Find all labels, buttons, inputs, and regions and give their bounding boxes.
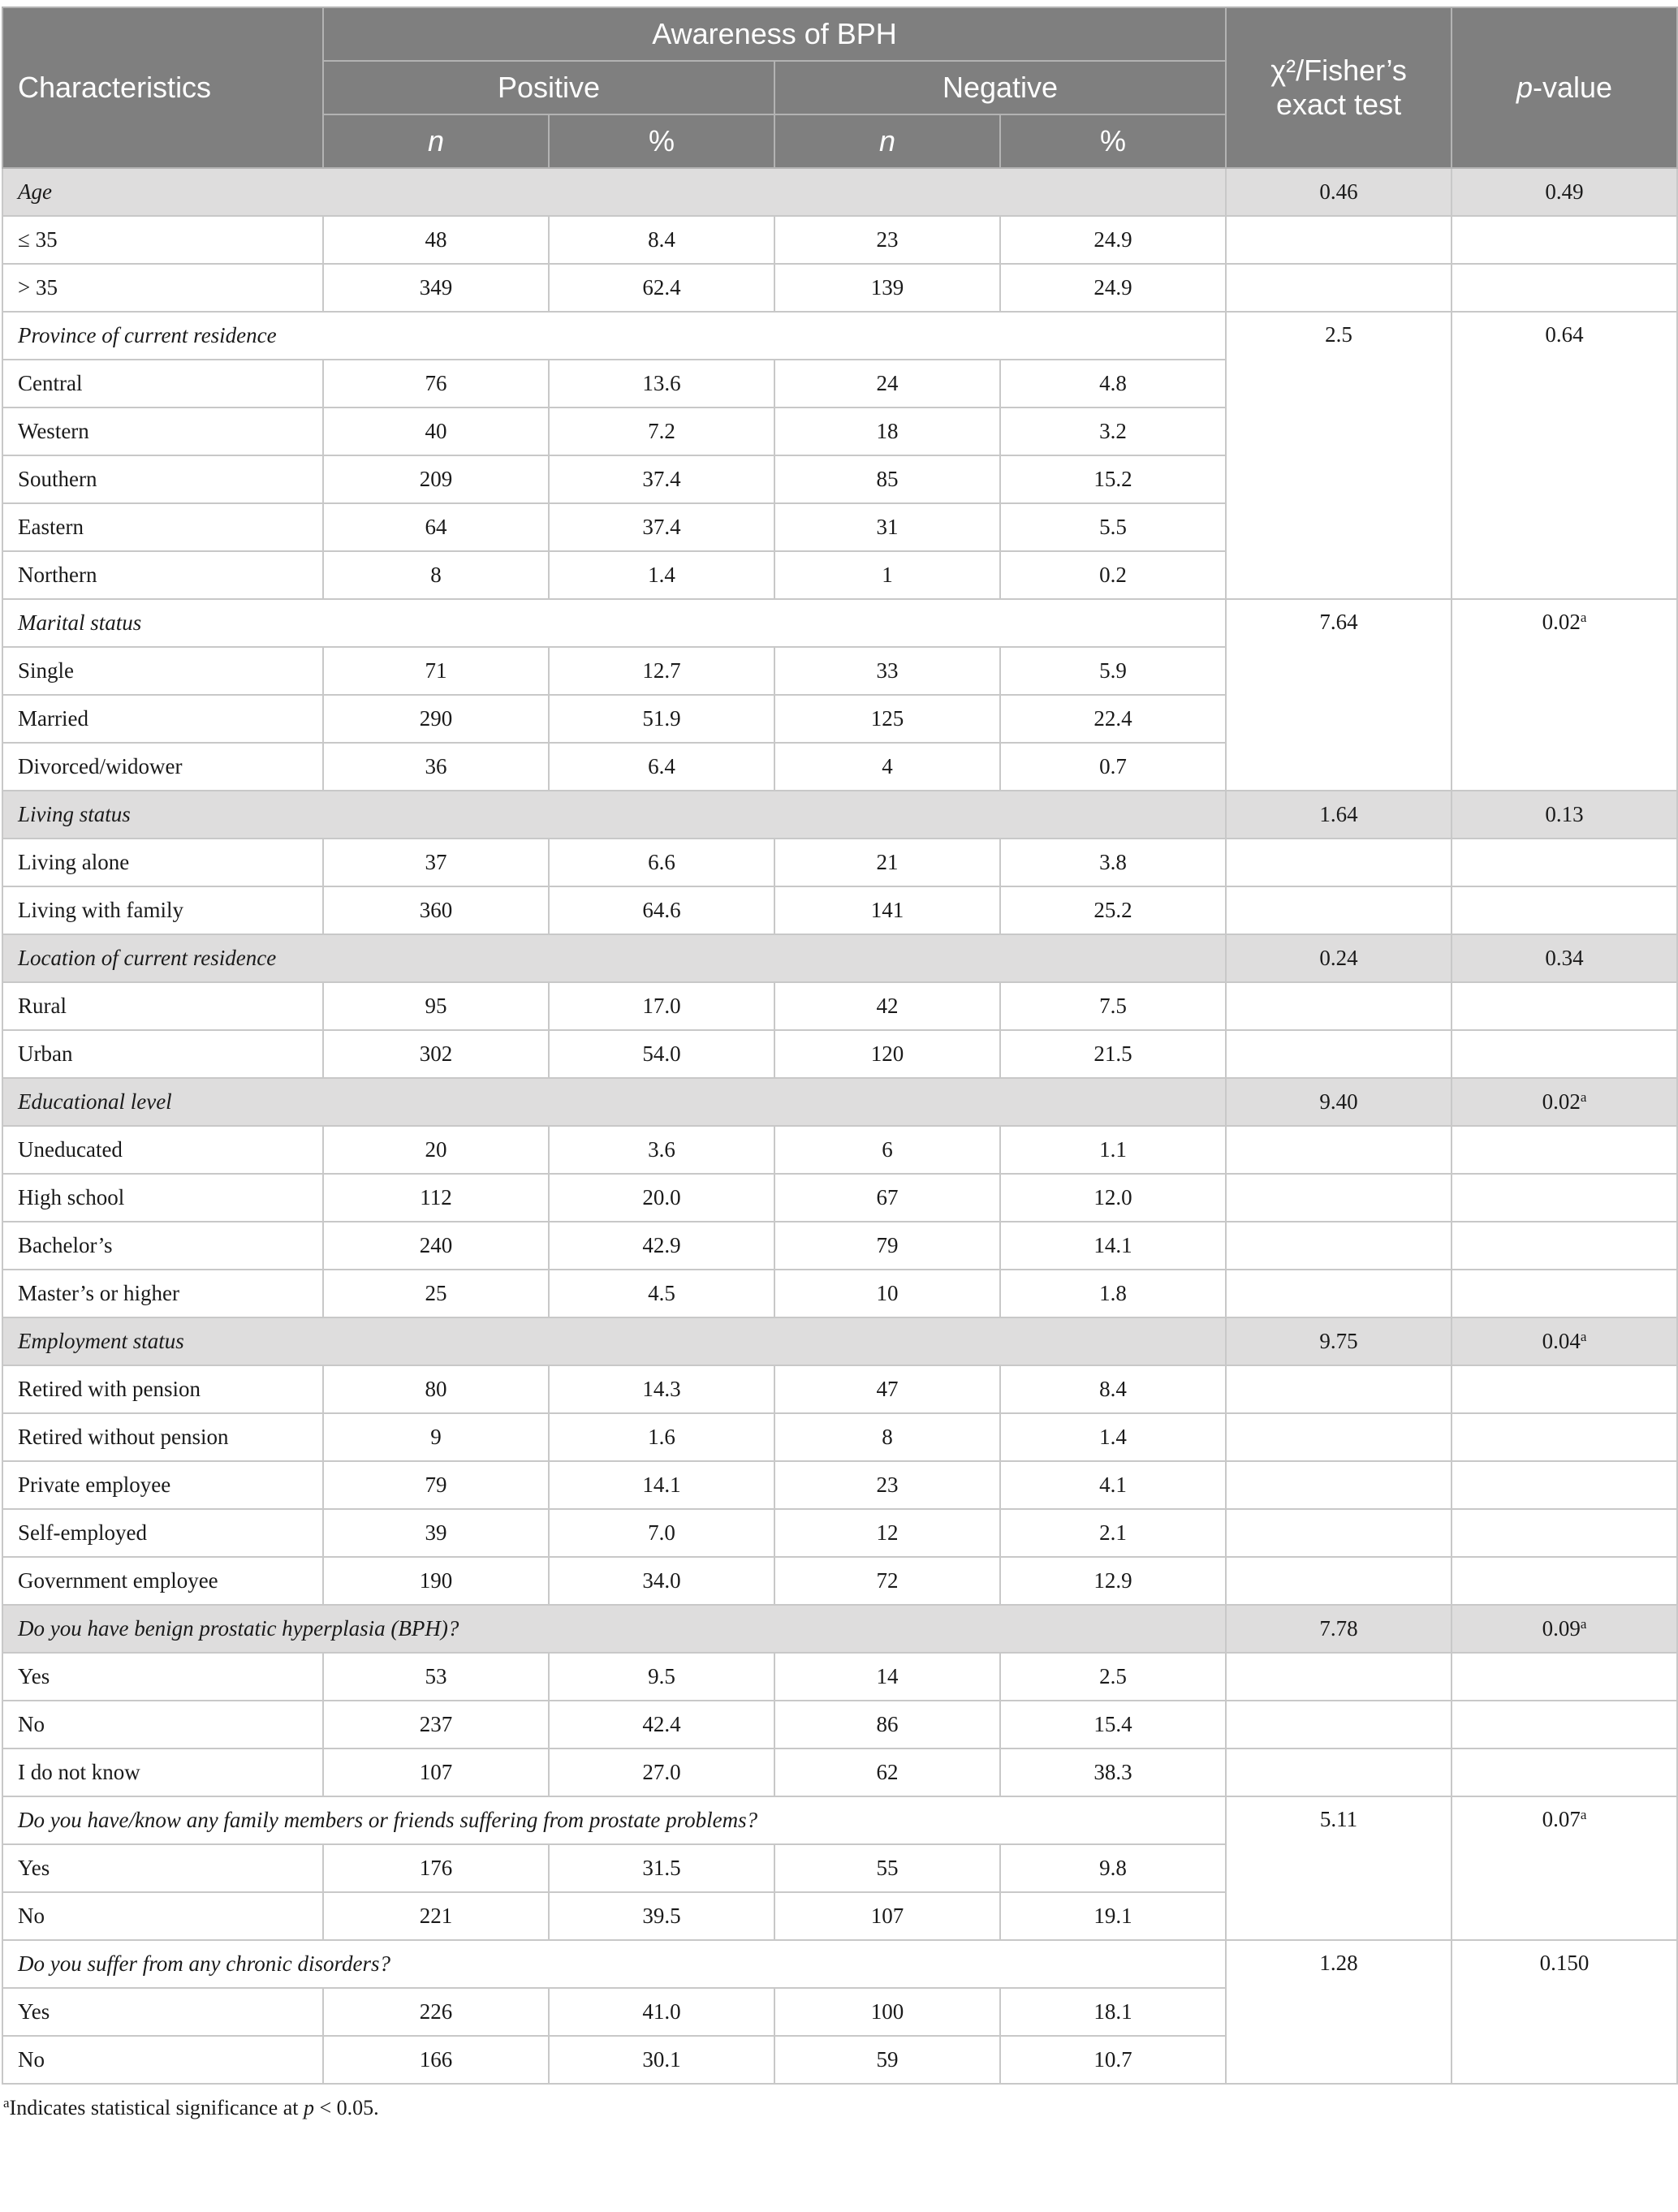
header-positive-pct: % bbox=[549, 114, 774, 168]
empty-cell bbox=[1226, 264, 1452, 312]
negative-n: 67 bbox=[774, 1174, 1000, 1222]
empty-cell bbox=[1226, 982, 1452, 1030]
empty-cell bbox=[1452, 1701, 1677, 1748]
positive-n: 349 bbox=[323, 264, 549, 312]
negative-pct: 8.4 bbox=[1000, 1365, 1226, 1413]
negative-n: 8 bbox=[774, 1413, 1000, 1461]
positive-pct: 37.4 bbox=[549, 455, 774, 503]
p-value bbox=[1452, 1605, 1677, 1653]
negative-n: 125 bbox=[774, 695, 1000, 743]
positive-n: 76 bbox=[323, 360, 549, 407]
negative-n: 85 bbox=[774, 455, 1000, 503]
positive-n: 9 bbox=[323, 1413, 549, 1461]
empty-cell bbox=[1452, 1030, 1677, 1078]
row-label: Private employee bbox=[2, 1461, 323, 1509]
table-row bbox=[2, 1509, 1677, 1557]
header-p-italic: p bbox=[1516, 71, 1533, 104]
header-negative-n: n bbox=[774, 114, 1000, 168]
empty-cell bbox=[1226, 839, 1452, 886]
negative-pct: 9.8 bbox=[1000, 1844, 1226, 1892]
positive-pct: 30.1 bbox=[549, 2036, 774, 2084]
empty-cell bbox=[1226, 1557, 1452, 1605]
table-header bbox=[2, 7, 1677, 168]
positive-n: 190 bbox=[323, 1557, 549, 1605]
empty-cell bbox=[1226, 1748, 1452, 1796]
footnote-p: p bbox=[303, 2096, 314, 2119]
p-value bbox=[1452, 934, 1677, 982]
negative-pct: 0.2 bbox=[1000, 551, 1226, 599]
positive-pct: 54.0 bbox=[549, 1030, 774, 1078]
footnote bbox=[2, 2096, 1676, 2120]
bph-awareness-table bbox=[2, 6, 1678, 2085]
category-label: Educational level bbox=[2, 1078, 1226, 1126]
negative-pct: 10.7 bbox=[1000, 2036, 1226, 2084]
positive-n: 290 bbox=[323, 695, 549, 743]
negative-n: 42 bbox=[774, 982, 1000, 1030]
category-row bbox=[2, 1940, 1677, 1988]
positive-n: 25 bbox=[323, 1270, 549, 1317]
table-row bbox=[2, 839, 1677, 886]
positive-n: 37 bbox=[323, 839, 549, 886]
category-label: Location of current residence bbox=[2, 934, 1226, 982]
empty-cell bbox=[1226, 1701, 1452, 1748]
positive-pct: 13.6 bbox=[549, 360, 774, 407]
row-label: ≤ 35 bbox=[2, 216, 323, 264]
chi-square-value: 7.78 bbox=[1226, 1605, 1452, 1653]
negative-n: 33 bbox=[774, 647, 1000, 695]
chi-square-value: 1.64 bbox=[1226, 791, 1452, 839]
positive-pct: 42.4 bbox=[549, 1701, 774, 1748]
negative-pct: 0.7 bbox=[1000, 743, 1226, 791]
positive-n: 20 bbox=[323, 1126, 549, 1174]
negative-n: 139 bbox=[774, 264, 1000, 312]
category-row bbox=[2, 934, 1677, 982]
negative-pct: 1.1 bbox=[1000, 1126, 1226, 1174]
p-value-number: 0.04 bbox=[1542, 1329, 1581, 1353]
positive-n: 112 bbox=[323, 1174, 549, 1222]
category-label: Do you have/know any family members or friends suffering from prostate problems? bbox=[2, 1796, 1226, 1844]
negative-pct: 12.9 bbox=[1000, 1557, 1226, 1605]
category-row bbox=[2, 599, 1677, 647]
negative-n: 31 bbox=[774, 503, 1000, 551]
row-label: Living with family bbox=[2, 886, 323, 934]
row-label: Bachelor’s bbox=[2, 1222, 323, 1270]
positive-pct: 8.4 bbox=[549, 216, 774, 264]
row-label: Uneducated bbox=[2, 1126, 323, 1174]
empty-cell bbox=[1452, 982, 1677, 1030]
p-value-number: 0.07 bbox=[1542, 1807, 1581, 1831]
header-chi-square bbox=[1226, 7, 1452, 168]
positive-n: 240 bbox=[323, 1222, 549, 1270]
positive-n: 176 bbox=[323, 1844, 549, 1892]
negative-n: 18 bbox=[774, 407, 1000, 455]
empty-cell bbox=[1452, 216, 1677, 264]
empty-cell bbox=[1452, 264, 1677, 312]
negative-n: 10 bbox=[774, 1270, 1000, 1317]
positive-pct: 6.4 bbox=[549, 743, 774, 791]
p-value-number: 0.150 bbox=[1539, 1951, 1590, 1975]
positive-pct: 41.0 bbox=[549, 1988, 774, 2036]
table-row bbox=[2, 1365, 1677, 1413]
positive-n: 39 bbox=[323, 1509, 549, 1557]
negative-pct: 25.2 bbox=[1000, 886, 1226, 934]
positive-n: 79 bbox=[323, 1461, 549, 1509]
positive-pct: 31.5 bbox=[549, 1844, 774, 1892]
row-label: I do not know bbox=[2, 1748, 323, 1796]
header-awareness: Awareness of BPH bbox=[323, 7, 1226, 61]
positive-pct: 27.0 bbox=[549, 1748, 774, 1796]
negative-pct: 21.5 bbox=[1000, 1030, 1226, 1078]
p-value bbox=[1452, 168, 1677, 216]
empty-cell bbox=[1452, 1748, 1677, 1796]
positive-n: 209 bbox=[323, 455, 549, 503]
empty-cell bbox=[1452, 1557, 1677, 1605]
positive-n: 226 bbox=[323, 1988, 549, 2036]
table-row bbox=[2, 216, 1677, 264]
positive-pct: 64.6 bbox=[549, 886, 774, 934]
significance-marker: a bbox=[1580, 1616, 1587, 1632]
positive-pct: 39.5 bbox=[549, 1892, 774, 1940]
empty-cell bbox=[1452, 1653, 1677, 1701]
negative-pct: 38.3 bbox=[1000, 1748, 1226, 1796]
positive-pct: 4.5 bbox=[549, 1270, 774, 1317]
table-row bbox=[2, 886, 1677, 934]
category-row bbox=[2, 312, 1677, 360]
negative-pct: 2.1 bbox=[1000, 1509, 1226, 1557]
row-label: No bbox=[2, 1701, 323, 1748]
chi-square-value: 7.64 bbox=[1226, 599, 1452, 791]
row-label: > 35 bbox=[2, 264, 323, 312]
negative-pct: 14.1 bbox=[1000, 1222, 1226, 1270]
table-container bbox=[2, 6, 1676, 2120]
category-label: Province of current residence bbox=[2, 312, 1226, 360]
empty-cell bbox=[1226, 1413, 1452, 1461]
row-label: Yes bbox=[2, 1653, 323, 1701]
table-row bbox=[2, 1653, 1677, 1701]
p-value bbox=[1452, 1078, 1677, 1126]
positive-pct: 42.9 bbox=[549, 1222, 774, 1270]
header-negative: Negative bbox=[774, 61, 1226, 114]
positive-pct: 7.2 bbox=[549, 407, 774, 455]
empty-cell bbox=[1226, 1653, 1452, 1701]
empty-cell bbox=[1226, 1509, 1452, 1557]
row-label: Retired without pension bbox=[2, 1413, 323, 1461]
p-value-number: 0.02 bbox=[1542, 610, 1581, 634]
negative-n: 4 bbox=[774, 743, 1000, 791]
negative-n: 120 bbox=[774, 1030, 1000, 1078]
empty-cell bbox=[1452, 1126, 1677, 1174]
category-label: Living status bbox=[2, 791, 1226, 839]
negative-n: 21 bbox=[774, 839, 1000, 886]
category-row bbox=[2, 168, 1677, 216]
row-label: Retired with pension bbox=[2, 1365, 323, 1413]
row-label: Rural bbox=[2, 982, 323, 1030]
header-positive-n: n bbox=[323, 114, 549, 168]
negative-n: 23 bbox=[774, 216, 1000, 264]
positive-n: 95 bbox=[323, 982, 549, 1030]
row-label: Eastern bbox=[2, 503, 323, 551]
header-chi-line2: exact test bbox=[1276, 88, 1402, 121]
row-label: High school bbox=[2, 1174, 323, 1222]
header-p-rest: -value bbox=[1533, 71, 1613, 104]
table-row bbox=[2, 1748, 1677, 1796]
negative-pct: 5.9 bbox=[1000, 647, 1226, 695]
positive-pct: 14.1 bbox=[549, 1461, 774, 1509]
row-label: Yes bbox=[2, 1844, 323, 1892]
positive-n: 302 bbox=[323, 1030, 549, 1078]
positive-pct: 34.0 bbox=[549, 1557, 774, 1605]
chi-square-value: 0.24 bbox=[1226, 934, 1452, 982]
p-value-number: 0.09 bbox=[1542, 1616, 1581, 1641]
category-row bbox=[2, 1796, 1677, 1844]
negative-n: 23 bbox=[774, 1461, 1000, 1509]
header-positive: Positive bbox=[323, 61, 774, 114]
category-label: Do you have benign prostatic hyperplasia (BPH)? bbox=[2, 1605, 1226, 1653]
empty-cell bbox=[1226, 1126, 1452, 1174]
positive-pct: 17.0 bbox=[549, 982, 774, 1030]
empty-cell bbox=[1452, 886, 1677, 934]
positive-n: 237 bbox=[323, 1701, 549, 1748]
negative-pct: 22.4 bbox=[1000, 695, 1226, 743]
category-label: Marital status bbox=[2, 599, 1226, 647]
chi-square-value: 5.11 bbox=[1226, 1796, 1452, 1940]
row-label: Urban bbox=[2, 1030, 323, 1078]
positive-pct: 14.3 bbox=[549, 1365, 774, 1413]
chi-square-value: 9.40 bbox=[1226, 1078, 1452, 1126]
positive-n: 221 bbox=[323, 1892, 549, 1940]
negative-pct: 19.1 bbox=[1000, 1892, 1226, 1940]
category-row bbox=[2, 1605, 1677, 1653]
empty-cell bbox=[1226, 1030, 1452, 1078]
footnote-text-before: Indicates statistical significance at bbox=[9, 2096, 304, 2119]
negative-pct: 2.5 bbox=[1000, 1653, 1226, 1701]
empty-cell bbox=[1452, 1461, 1677, 1509]
positive-n: 71 bbox=[323, 647, 549, 695]
negative-pct: 3.8 bbox=[1000, 839, 1226, 886]
row-label: Yes bbox=[2, 1988, 323, 2036]
row-label: Western bbox=[2, 407, 323, 455]
negative-pct: 4.8 bbox=[1000, 360, 1226, 407]
p-value bbox=[1452, 312, 1677, 599]
row-label: Living alone bbox=[2, 839, 323, 886]
positive-pct: 6.6 bbox=[549, 839, 774, 886]
p-value-number: 0.64 bbox=[1545, 322, 1584, 347]
significance-marker: a bbox=[1580, 1329, 1587, 1344]
negative-pct: 1.4 bbox=[1000, 1413, 1226, 1461]
row-label: Government employee bbox=[2, 1557, 323, 1605]
category-label: Do you suffer from any chronic disorders? bbox=[2, 1940, 1226, 1988]
negative-n: 6 bbox=[774, 1126, 1000, 1174]
category-row bbox=[2, 791, 1677, 839]
p-value-number: 0.13 bbox=[1545, 802, 1584, 826]
positive-n: 64 bbox=[323, 503, 549, 551]
row-label: Southern bbox=[2, 455, 323, 503]
positive-pct: 20.0 bbox=[549, 1174, 774, 1222]
negative-n: 47 bbox=[774, 1365, 1000, 1413]
category-label: Employment status bbox=[2, 1317, 1226, 1365]
negative-n: 72 bbox=[774, 1557, 1000, 1605]
table-row bbox=[2, 1701, 1677, 1748]
table-row bbox=[2, 1030, 1677, 1078]
positive-n: 36 bbox=[323, 743, 549, 791]
negative-pct: 5.5 bbox=[1000, 503, 1226, 551]
negative-pct: 24.9 bbox=[1000, 216, 1226, 264]
empty-cell bbox=[1452, 1413, 1677, 1461]
positive-pct: 9.5 bbox=[549, 1653, 774, 1701]
positive-n: 107 bbox=[323, 1748, 549, 1796]
empty-cell bbox=[1226, 1270, 1452, 1317]
positive-n: 360 bbox=[323, 886, 549, 934]
p-value bbox=[1452, 791, 1677, 839]
p-value-number: 0.02 bbox=[1542, 1089, 1581, 1114]
negative-n: 59 bbox=[774, 2036, 1000, 2084]
negative-pct: 18.1 bbox=[1000, 1988, 1226, 2036]
table-row bbox=[2, 1174, 1677, 1222]
negative-n: 1 bbox=[774, 551, 1000, 599]
positive-pct: 1.4 bbox=[549, 551, 774, 599]
positive-pct: 3.6 bbox=[549, 1126, 774, 1174]
chi-square-value: 1.28 bbox=[1226, 1940, 1452, 2084]
p-value bbox=[1452, 1940, 1677, 2084]
positive-n: 48 bbox=[323, 216, 549, 264]
p-value-number: 0.34 bbox=[1545, 946, 1584, 970]
positive-n: 53 bbox=[323, 1653, 549, 1701]
empty-cell bbox=[1452, 839, 1677, 886]
negative-n: 86 bbox=[774, 1701, 1000, 1748]
negative-pct: 12.0 bbox=[1000, 1174, 1226, 1222]
table-row bbox=[2, 982, 1677, 1030]
significance-marker: a bbox=[1580, 610, 1587, 625]
row-label: Northern bbox=[2, 551, 323, 599]
footnote-text-after: < 0.05. bbox=[313, 2096, 379, 2119]
empty-cell bbox=[1452, 1365, 1677, 1413]
chi-square-value: 0.46 bbox=[1226, 168, 1452, 216]
positive-n: 166 bbox=[323, 2036, 549, 2084]
negative-n: 100 bbox=[774, 1988, 1000, 2036]
chi-square-value: 2.5 bbox=[1226, 312, 1452, 599]
negative-n: 24 bbox=[774, 360, 1000, 407]
p-value bbox=[1452, 1796, 1677, 1940]
category-label: Age bbox=[2, 168, 1226, 216]
positive-pct: 1.6 bbox=[549, 1413, 774, 1461]
category-row bbox=[2, 1078, 1677, 1126]
negative-n: 79 bbox=[774, 1222, 1000, 1270]
footnote-marker: a bbox=[3, 2095, 10, 2111]
table-row bbox=[2, 1126, 1677, 1174]
negative-n: 62 bbox=[774, 1748, 1000, 1796]
row-label: Master’s or higher bbox=[2, 1270, 323, 1317]
table-row bbox=[2, 1222, 1677, 1270]
empty-cell bbox=[1226, 886, 1452, 934]
empty-cell bbox=[1452, 1222, 1677, 1270]
positive-pct: 12.7 bbox=[549, 647, 774, 695]
header-chi-line1: χ²/Fisher’s bbox=[1270, 54, 1407, 87]
negative-pct: 24.9 bbox=[1000, 264, 1226, 312]
empty-cell bbox=[1226, 1174, 1452, 1222]
p-value bbox=[1452, 599, 1677, 791]
row-label: No bbox=[2, 2036, 323, 2084]
negative-n: 141 bbox=[774, 886, 1000, 934]
positive-pct: 7.0 bbox=[549, 1509, 774, 1557]
negative-n: 55 bbox=[774, 1844, 1000, 1892]
table-row bbox=[2, 1557, 1677, 1605]
row-label: Single bbox=[2, 647, 323, 695]
p-value-number: 0.49 bbox=[1545, 179, 1584, 204]
empty-cell bbox=[1226, 1222, 1452, 1270]
significance-marker: a bbox=[1580, 1089, 1587, 1105]
positive-pct: 62.4 bbox=[549, 264, 774, 312]
table-row bbox=[2, 1461, 1677, 1509]
positive-n: 40 bbox=[323, 407, 549, 455]
row-label: No bbox=[2, 1892, 323, 1940]
row-label: Married bbox=[2, 695, 323, 743]
empty-cell bbox=[1226, 216, 1452, 264]
header-negative-pct: % bbox=[1000, 114, 1226, 168]
table-row bbox=[2, 1413, 1677, 1461]
empty-cell bbox=[1226, 1461, 1452, 1509]
negative-pct: 15.2 bbox=[1000, 455, 1226, 503]
negative-pct: 4.1 bbox=[1000, 1461, 1226, 1509]
negative-n: 14 bbox=[774, 1653, 1000, 1701]
row-label: Self-employed bbox=[2, 1509, 323, 1557]
negative-pct: 15.4 bbox=[1000, 1701, 1226, 1748]
header-p-value bbox=[1452, 7, 1677, 168]
empty-cell bbox=[1452, 1270, 1677, 1317]
positive-n: 8 bbox=[323, 551, 549, 599]
row-label: Central bbox=[2, 360, 323, 407]
category-row bbox=[2, 1317, 1677, 1365]
chi-square-value: 9.75 bbox=[1226, 1317, 1452, 1365]
negative-pct: 7.5 bbox=[1000, 982, 1226, 1030]
positive-pct: 37.4 bbox=[549, 503, 774, 551]
empty-cell bbox=[1452, 1509, 1677, 1557]
significance-marker: a bbox=[1580, 1807, 1587, 1822]
empty-cell bbox=[1226, 1365, 1452, 1413]
negative-n: 107 bbox=[774, 1892, 1000, 1940]
header-characteristics: Characteristics bbox=[2, 7, 323, 168]
empty-cell bbox=[1452, 1174, 1677, 1222]
positive-pct: 51.9 bbox=[549, 695, 774, 743]
table-body bbox=[2, 168, 1677, 2084]
positive-n: 80 bbox=[323, 1365, 549, 1413]
row-label: Divorced/widower bbox=[2, 743, 323, 791]
table-row bbox=[2, 264, 1677, 312]
negative-pct: 3.2 bbox=[1000, 407, 1226, 455]
p-value bbox=[1452, 1317, 1677, 1365]
negative-n: 12 bbox=[774, 1509, 1000, 1557]
table-row bbox=[2, 1270, 1677, 1317]
negative-pct: 1.8 bbox=[1000, 1270, 1226, 1317]
